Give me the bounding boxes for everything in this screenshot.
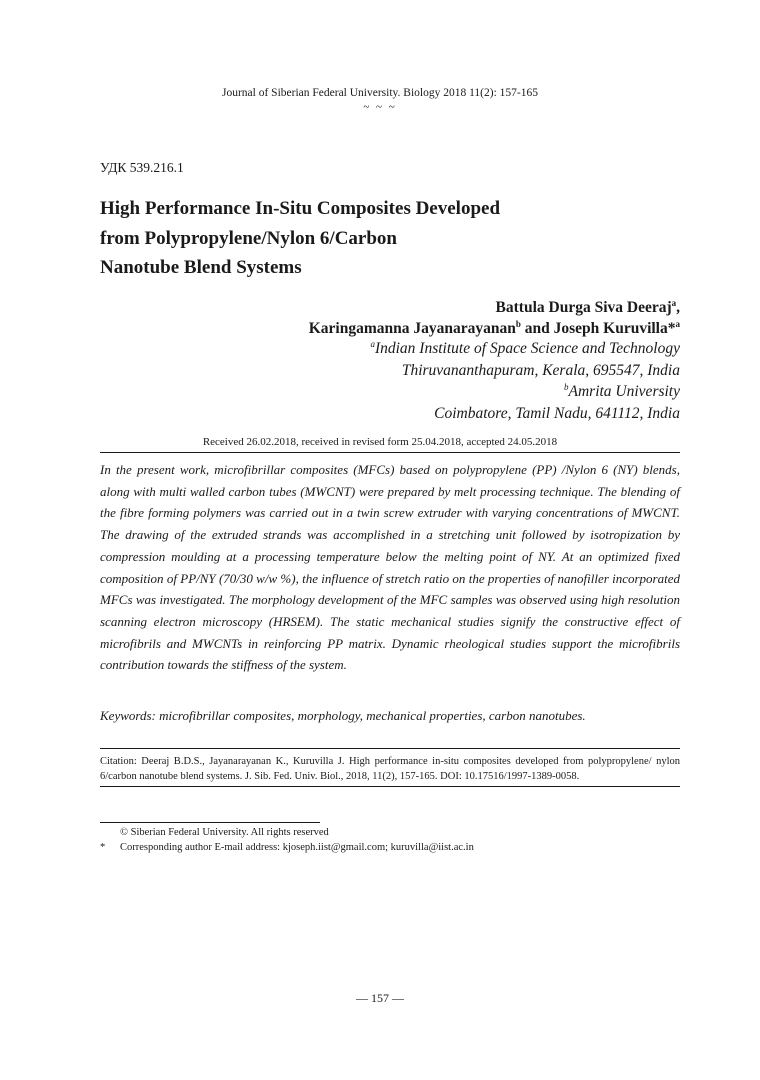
affiliation-text: Amrita University <box>568 383 680 400</box>
page-number: — 157 — <box>356 991 404 1005</box>
author-affiliation-mark: b <box>515 318 521 329</box>
affiliation-1-name <box>370 338 680 360</box>
author-affiliation-mark: a <box>671 297 677 308</box>
corresponding-author-text: Corresponding author E-mail address: kjoseph.iist@gmail.com; kuruvilla@iist.ac.in <box>120 842 474 853</box>
author-name: Karingamanna Jayanarayanan <box>308 320 516 337</box>
citation: Citation: Deeraj B.D.S., Jayanarayanan K., Kuruvilla J. High performance in-situ composites developed from polypropylene/ nylon 6/carbon nanotube blend systems. J. Sib. Fed. Univ. Biol., 2018, 11(2), 157-165. DOI: 10.17516/1997-1389-0058. <box>100 756 680 782</box>
affiliation-mark: b <box>564 381 569 392</box>
author-separator: , <box>676 299 680 316</box>
journal-header: Journal of Siberian Federal University. Biology 2018 11(2): 157-165 <box>222 87 538 99</box>
footnote-divider <box>100 822 320 823</box>
copyright-text: © Siberian Federal University. All rights reserved <box>120 827 329 838</box>
keywords: Keywords: microfibrillar composites, morphology, mechanical properties, carbon nanotubes. <box>100 708 586 723</box>
author-line-1 <box>309 297 680 318</box>
author-line-2 <box>309 318 680 339</box>
corresponding-author-note <box>100 840 680 855</box>
affiliation-1-address: Thiruvananthapuram, Kerala, 695547, India <box>401 361 680 379</box>
author-name: Battula Durga Siva Deeraj <box>495 299 672 316</box>
asterisk-mark: * <box>100 842 106 853</box>
divider <box>100 786 680 787</box>
title-line-1: High Performance In-Situ Composites Developed <box>100 198 501 219</box>
author-list <box>309 297 680 339</box>
affiliation-text: Indian Institute of Space Science and Technology <box>374 340 680 357</box>
udk-code: УДК 539.216.1 <box>100 160 184 175</box>
affiliation-2-address: Coimbatore, Tamil Nadu, 641112, India <box>434 404 680 422</box>
article-title <box>100 194 570 283</box>
divider <box>100 748 680 749</box>
affiliations <box>370 338 680 424</box>
title-line-2: from Polypropylene/Nylon 6/Carbon <box>100 227 397 249</box>
title-line-3: Nanotube Blend Systems <box>100 257 302 278</box>
affiliation-2-name <box>370 381 680 403</box>
header-ornament: ~ ~ ~ <box>363 101 397 113</box>
abstract: In the present work, microfibrillar composites (MFCs) based on polypropylene (PP) /Nylon 6 (NY) blends, along with multi walled carbon tubes (MWCNT) were prepared by melt processing technique. The blending of the fibre forming polymers was carried out in a twin screw extruder with varying concentrations of MWCNT. The drawing of the extruded strands was accomplished in a stretching unit followed by isotropization by compression moulding at a processing temperature below the melting point of NY. At an optimized fixed composition of PP/NY (70/30 w/w %), the influence of stretch ratio on the properties of nanofiller incorporated MFCs was investigated. The morphology development of the MFC samples was observed using high resolution scanning electron microscopy (HRSEM). The static mechanical studies signify the constructive effect of microfibrils and MWCNTs in reinforcing PP matrix. Dynamic rheological studies support the microfibrils contribution towards the stiffness of the system. <box>100 462 680 673</box>
author-affiliation-mark: a <box>675 318 680 329</box>
author-name: and Joseph Kuruvilla* <box>520 320 676 337</box>
footnotes <box>100 825 680 855</box>
received-dates: Received 26.02.2018, received in revised form 25.04.2018, accepted 24.05.2018 <box>202 436 558 448</box>
affiliation-mark: a <box>370 338 375 349</box>
divider <box>100 452 680 453</box>
copyright-note <box>100 825 680 840</box>
